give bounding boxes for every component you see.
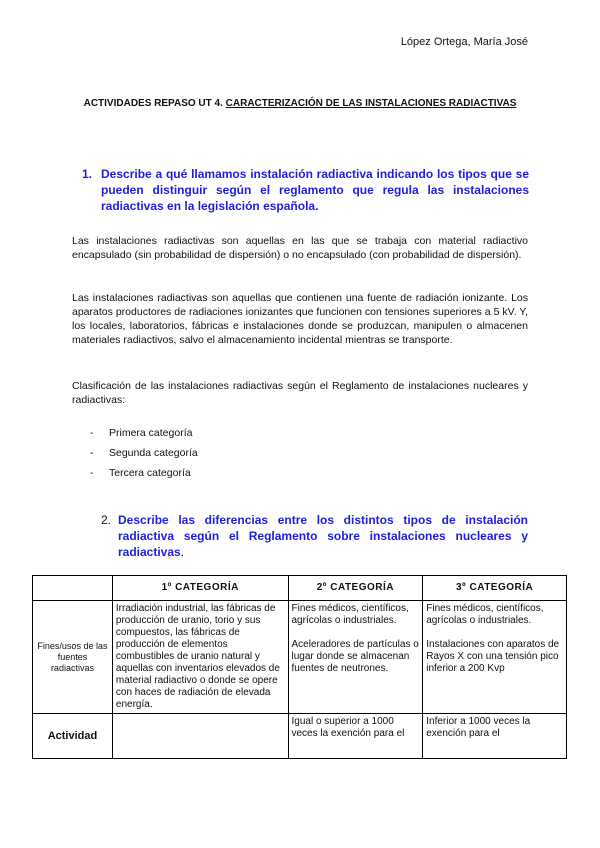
cell-cat1-activity <box>112 714 288 759</box>
question-2-end: . <box>180 545 185 559</box>
cell-cat3-activity: Inferior a 1000 veces la exención para el <box>423 714 567 759</box>
cell-cat3-uses <box>423 601 567 714</box>
author-name: López Ortega, María José <box>400 36 528 48</box>
heading-title: CARACTERIZACIÓN DE LAS INSTALACIONES RADIACTIVAS <box>225 98 517 109</box>
cell-cat1-uses: Irradiación industrial, las fábricas de producción de uranio, torio y sus compuestos, las fábricas de producción de elementos combustibles de uranio natural y aquellas con inventarios elevados de material radiactivo o donde se opere con haces de radiación de elevada energía. <box>112 601 288 714</box>
categories-table <box>32 575 567 759</box>
paragraph-1: Las instalaciones radiactivas son aquellas en las que se trabaja con material radiactivo encapsulado (sin probabilidad de dispersión) o no encapsulado (con probabilidad de dispersión). <box>72 235 528 261</box>
paragraph-2: Las instalaciones radiactivas son aquellas que contienen una fuente de radiación ionizante. Los aparatos productores de radiaciones ionizantes que funcionen con tensiones superiores a 5 kV. Y, los locales, laboratorios, fábricas e instalaciones donde se produzcan, manipulen o almacenen materiales radiactivos, salvo el almacenamiento incidental mientras se transporte. <box>72 292 528 346</box>
question-1-text: Describe a qué llamamos instalación radiactiva indicando los tipos que se pueden distinguir según el reglamento que regula las instalaciones radiactivas en la legislación española. <box>101 167 529 213</box>
question-1-number: 1. <box>82 167 93 181</box>
document-heading <box>72 98 528 109</box>
table-header-cat1: 1º CATEGORÍA <box>112 576 288 601</box>
row-label-activity: Actividad <box>33 714 113 759</box>
category-list <box>90 423 198 483</box>
cell-cat2-uses-a: Fines médicos, científicos, agrícolas o industriales. <box>291 603 409 626</box>
paragraph-3: Clasificación de las instalaciones radiactivas según el Reglamento de instalaciones nucleares y radiactivas: <box>72 380 528 406</box>
table-row <box>33 601 567 714</box>
question-1 <box>82 166 529 214</box>
cell-cat2-activity: Igual o superior a 1000 veces la exención para el <box>288 714 423 759</box>
row-label-uses: Fines/usos de las fuentes radiactivas <box>33 601 113 714</box>
table-header-row <box>33 576 567 601</box>
question-2 <box>101 512 528 560</box>
table-header-cat3: 3º CATEGORÍA <box>423 576 567 601</box>
question-2-number: 2. <box>101 513 112 527</box>
heading-prefix: ACTIVIDADES REPASO UT 4. <box>83 98 226 109</box>
list-item: - Segunda categoría <box>90 443 198 463</box>
cell-cat3-uses-b: Instalaciones con aparatos de Rayos X con una tensión pico inferior a 200 Kvp <box>426 639 560 674</box>
table-header-cat2: 2º CATEGORÍA <box>288 576 423 601</box>
question-2-text: Describe las diferencias entre los distintos tipos de instalación radiactiva según el Reglamento sobre instalaciones nucleares y radiactivas <box>118 513 528 559</box>
cell-cat3-uses-a: Fines médicos, científicos, agrícolas o industriales. <box>426 603 544 626</box>
table-header-empty <box>33 576 113 601</box>
list-item: - Primera categoría <box>90 423 198 443</box>
table-row <box>33 714 567 759</box>
list-item: - Tercera categoría <box>90 463 198 483</box>
cell-cat2-uses <box>288 601 423 714</box>
cell-cat2-uses-b: Aceleradores de partículas o lugar donde se almacenan fuentes de neutrones. <box>291 639 419 674</box>
